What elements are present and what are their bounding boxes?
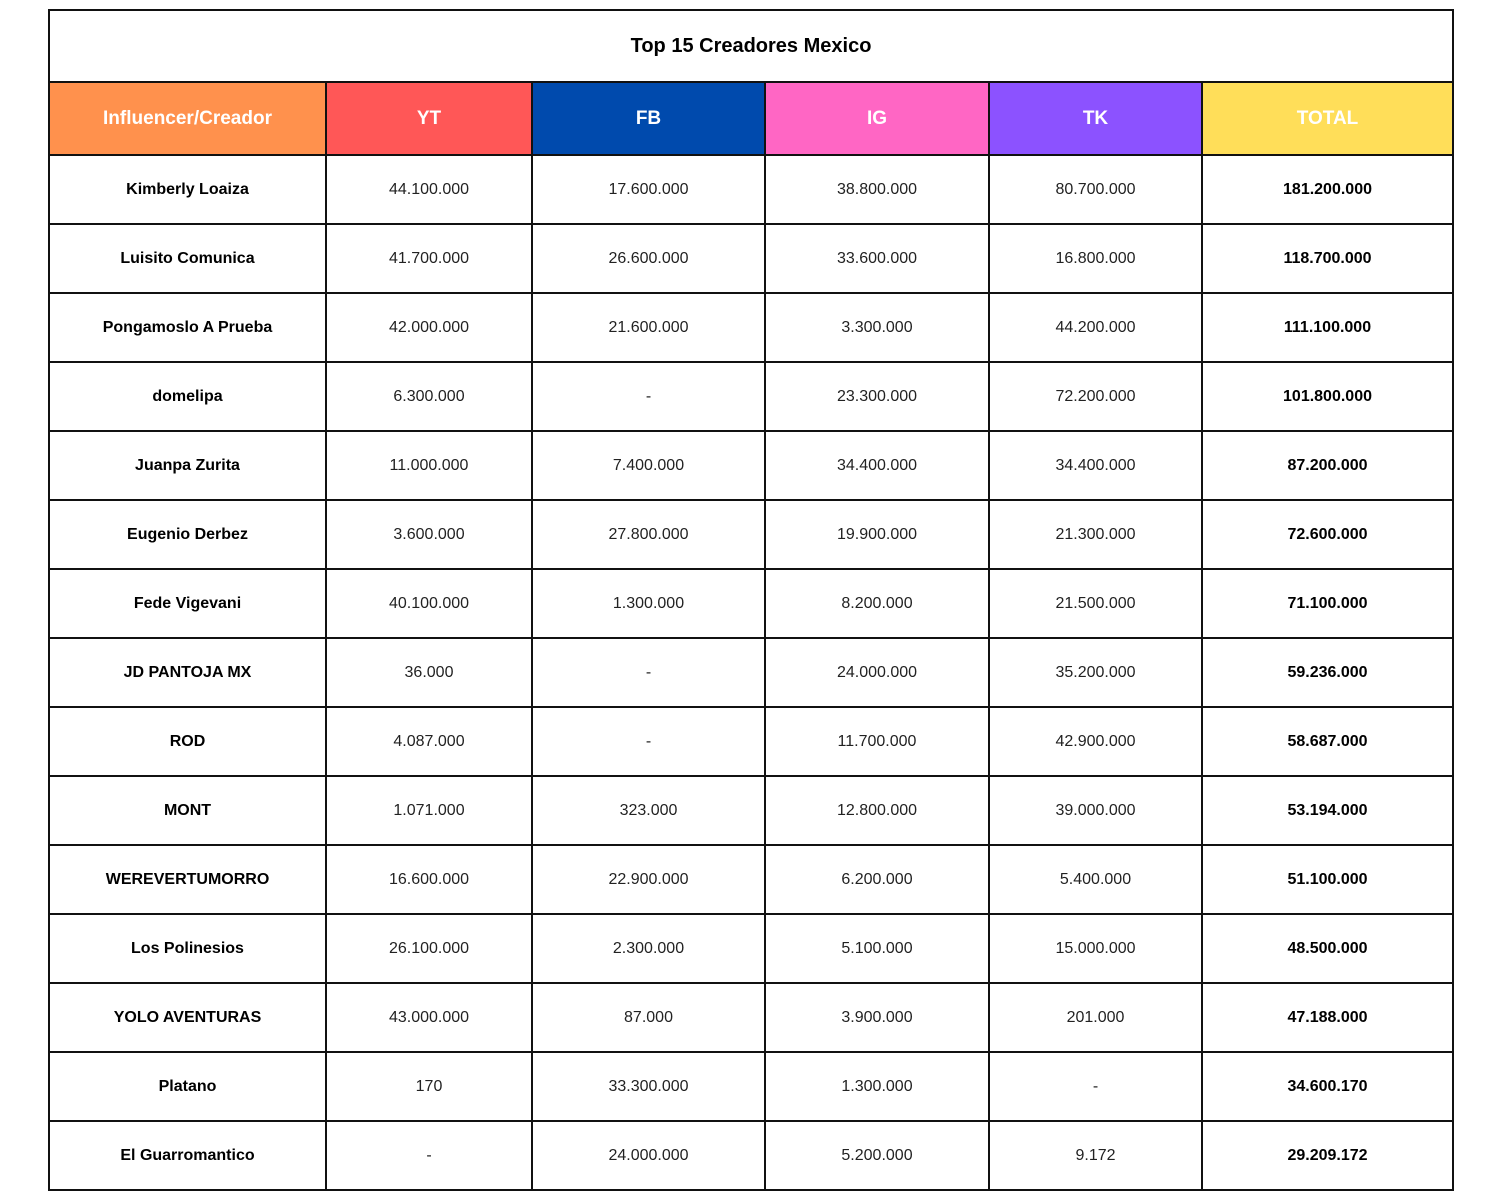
total-value: 181.200.000: [1202, 155, 1453, 224]
table-row: [49, 707, 1453, 776]
yt-value: 1.071.000: [326, 776, 532, 845]
table-row: [49, 1121, 1453, 1190]
ig-value: 5.200.000: [765, 1121, 989, 1190]
table-row: [49, 155, 1453, 224]
fb-value: 27.800.000: [532, 500, 765, 569]
fb-value: 1.300.000: [532, 569, 765, 638]
total-value: 53.194.000: [1202, 776, 1453, 845]
ig-value: 24.000.000: [765, 638, 989, 707]
tk-value: 80.700.000: [989, 155, 1202, 224]
ig-value: 1.300.000: [765, 1052, 989, 1121]
fb-value: 87.000: [532, 983, 765, 1052]
ig-value: 8.200.000: [765, 569, 989, 638]
creators-table: [48, 9, 1454, 1191]
table-row: [49, 914, 1453, 983]
fb-value: 17.600.000: [532, 155, 765, 224]
tk-value: 9.172: [989, 1121, 1202, 1190]
tk-value: 39.000.000: [989, 776, 1202, 845]
creator-name: Pongamoslo A Prueba: [49, 293, 326, 362]
total-value: 48.500.000: [1202, 914, 1453, 983]
ig-value: 3.300.000: [765, 293, 989, 362]
fb-value: -: [532, 707, 765, 776]
yt-value: 43.000.000: [326, 983, 532, 1052]
tk-value: 44.200.000: [989, 293, 1202, 362]
creator-name: domelipa: [49, 362, 326, 431]
header-total: TOTAL: [1202, 82, 1453, 155]
yt-value: 11.000.000: [326, 431, 532, 500]
creator-name: JD PANTOJA MX: [49, 638, 326, 707]
total-value: 72.600.000: [1202, 500, 1453, 569]
fb-value: 7.400.000: [532, 431, 765, 500]
total-value: 58.687.000: [1202, 707, 1453, 776]
yt-value: 41.700.000: [326, 224, 532, 293]
fb-value: 2.300.000: [532, 914, 765, 983]
fb-value: 24.000.000: [532, 1121, 765, 1190]
yt-value: 42.000.000: [326, 293, 532, 362]
ig-value: 3.900.000: [765, 983, 989, 1052]
creator-name: WEREVERTUMORRO: [49, 845, 326, 914]
tk-value: 15.000.000: [989, 914, 1202, 983]
creator-name: Luisito Comunica: [49, 224, 326, 293]
table-row: [49, 224, 1453, 293]
fb-value: 22.900.000: [532, 845, 765, 914]
yt-value: 26.100.000: [326, 914, 532, 983]
creators-table-container: [48, 9, 1452, 1191]
total-value: 87.200.000: [1202, 431, 1453, 500]
tk-value: 201.000: [989, 983, 1202, 1052]
creator-name: Fede Vigevani: [49, 569, 326, 638]
ig-value: 34.400.000: [765, 431, 989, 500]
table-row: [49, 983, 1453, 1052]
header-row: [49, 82, 1453, 155]
creator-name: ROD: [49, 707, 326, 776]
creator-name: MONT: [49, 776, 326, 845]
table-body: [49, 155, 1453, 1190]
header-yt: YT: [326, 82, 532, 155]
table-row: [49, 1052, 1453, 1121]
ig-value: 5.100.000: [765, 914, 989, 983]
table-row: [49, 638, 1453, 707]
header-influencer: Influencer/Creador: [49, 82, 326, 155]
total-value: 101.800.000: [1202, 362, 1453, 431]
yt-value: 170: [326, 1052, 532, 1121]
fb-value: 21.600.000: [532, 293, 765, 362]
yt-value: -: [326, 1121, 532, 1190]
fb-value: -: [532, 362, 765, 431]
yt-value: 16.600.000: [326, 845, 532, 914]
total-value: 51.100.000: [1202, 845, 1453, 914]
yt-value: 3.600.000: [326, 500, 532, 569]
table-title: Top 15 Creadores Mexico: [49, 10, 1453, 82]
fb-value: 323.000: [532, 776, 765, 845]
total-value: 71.100.000: [1202, 569, 1453, 638]
total-value: 59.236.000: [1202, 638, 1453, 707]
tk-value: 16.800.000: [989, 224, 1202, 293]
creator-name: Juanpa Zurita: [49, 431, 326, 500]
header-fb: FB: [532, 82, 765, 155]
creator-name: Eugenio Derbez: [49, 500, 326, 569]
creator-name: Platano: [49, 1052, 326, 1121]
table-row: [49, 431, 1453, 500]
total-value: 34.600.170: [1202, 1052, 1453, 1121]
table-row: [49, 569, 1453, 638]
tk-value: -: [989, 1052, 1202, 1121]
tk-value: 5.400.000: [989, 845, 1202, 914]
table-row: [49, 776, 1453, 845]
tk-value: 35.200.000: [989, 638, 1202, 707]
yt-value: 40.100.000: [326, 569, 532, 638]
yt-value: 36.000: [326, 638, 532, 707]
yt-value: 4.087.000: [326, 707, 532, 776]
ig-value: 23.300.000: [765, 362, 989, 431]
ig-value: 6.200.000: [765, 845, 989, 914]
tk-value: 21.500.000: [989, 569, 1202, 638]
total-value: 29.209.172: [1202, 1121, 1453, 1190]
header-ig: IG: [765, 82, 989, 155]
tk-value: 34.400.000: [989, 431, 1202, 500]
tk-value: 72.200.000: [989, 362, 1202, 431]
fb-value: -: [532, 638, 765, 707]
table-row: [49, 293, 1453, 362]
creator-name: El Guarromantico: [49, 1121, 326, 1190]
creator-name: YOLO AVENTURAS: [49, 983, 326, 1052]
ig-value: 33.600.000: [765, 224, 989, 293]
creator-name: Kimberly Loaiza: [49, 155, 326, 224]
fb-value: 26.600.000: [532, 224, 765, 293]
fb-value: 33.300.000: [532, 1052, 765, 1121]
creator-name: Los Polinesios: [49, 914, 326, 983]
total-value: 118.700.000: [1202, 224, 1453, 293]
ig-value: 38.800.000: [765, 155, 989, 224]
ig-value: 12.800.000: [765, 776, 989, 845]
total-value: 47.188.000: [1202, 983, 1453, 1052]
tk-value: 42.900.000: [989, 707, 1202, 776]
ig-value: 11.700.000: [765, 707, 989, 776]
total-value: 111.100.000: [1202, 293, 1453, 362]
table-row: [49, 362, 1453, 431]
header-tk: TK: [989, 82, 1202, 155]
table-row: [49, 845, 1453, 914]
tk-value: 21.300.000: [989, 500, 1202, 569]
ig-value: 19.900.000: [765, 500, 989, 569]
table-row: [49, 500, 1453, 569]
yt-value: 44.100.000: [326, 155, 532, 224]
yt-value: 6.300.000: [326, 362, 532, 431]
